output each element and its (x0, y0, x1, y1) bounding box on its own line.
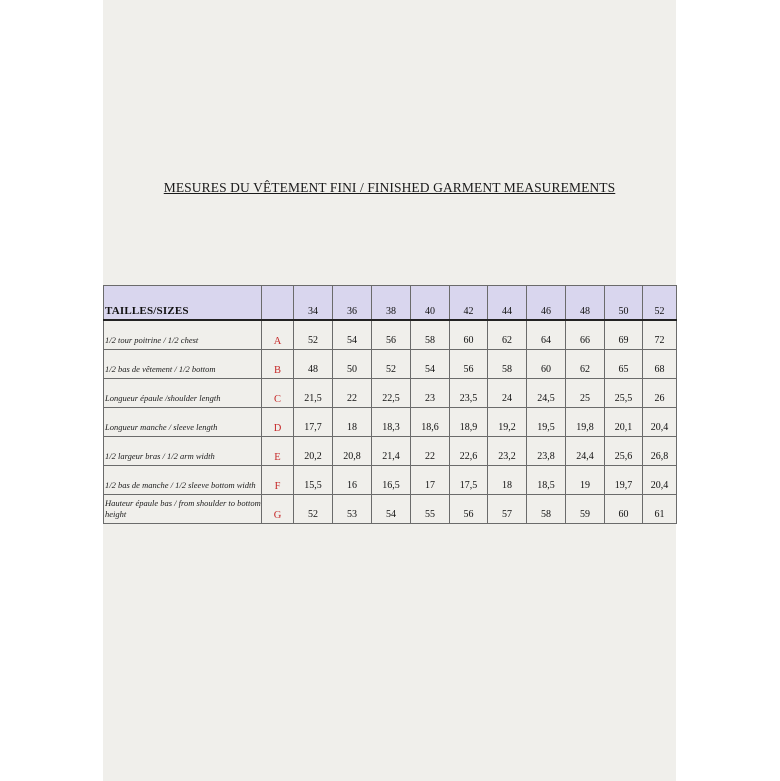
measurement-value: 69 (605, 320, 643, 350)
measurement-label: Longueur manche / sleeve length (104, 408, 262, 437)
measurement-code: F (262, 466, 294, 495)
measurement-value: 24,4 (566, 437, 605, 466)
size-header: 38 (372, 286, 411, 321)
measurement-value: 62 (566, 350, 605, 379)
size-header: 44 (488, 286, 527, 321)
measurement-value: 17,7 (294, 408, 333, 437)
measurement-value: 50 (333, 350, 372, 379)
measurement-value: 23,5 (450, 379, 488, 408)
size-header: 36 (333, 286, 372, 321)
measurement-value: 17,5 (450, 466, 488, 495)
size-header: 50 (605, 286, 643, 321)
measurement-value: 22,5 (372, 379, 411, 408)
measurement-value: 22,6 (450, 437, 488, 466)
measurement-value: 21,5 (294, 379, 333, 408)
measurement-value: 25,6 (605, 437, 643, 466)
measurement-code: B (262, 350, 294, 379)
measurement-value: 26,8 (643, 437, 677, 466)
measurement-value: 60 (527, 350, 566, 379)
measurement-value: 58 (411, 320, 450, 350)
size-header: 46 (527, 286, 566, 321)
measurement-value: 66 (566, 320, 605, 350)
measurement-value: 68 (643, 350, 677, 379)
measurement-code: E (262, 437, 294, 466)
measurement-value: 64 (527, 320, 566, 350)
measurement-value: 18,3 (372, 408, 411, 437)
measurement-code: A (262, 320, 294, 350)
table-row (104, 320, 677, 350)
sizes-header: TAILLES/SIZES (104, 286, 262, 321)
measurement-value: 26 (643, 379, 677, 408)
document-page (103, 0, 676, 781)
measurement-value: 18 (333, 408, 372, 437)
measurement-value: 24 (488, 379, 527, 408)
measurement-code: D (262, 408, 294, 437)
measurement-value: 23 (411, 379, 450, 408)
measurement-value: 60 (605, 495, 643, 524)
measurement-value: 54 (333, 320, 372, 350)
size-header: 48 (566, 286, 605, 321)
measurement-value: 16,5 (372, 466, 411, 495)
measurement-value: 18,5 (527, 466, 566, 495)
measurement-value: 20,4 (643, 466, 677, 495)
measurement-value: 17 (411, 466, 450, 495)
measurement-value: 19,7 (605, 466, 643, 495)
measurement-value: 54 (372, 495, 411, 524)
measurement-value: 56 (450, 495, 488, 524)
measurement-value: 16 (333, 466, 372, 495)
measurement-value: 65 (605, 350, 643, 379)
measurement-value: 21,4 (372, 437, 411, 466)
measurement-value: 72 (643, 320, 677, 350)
measurement-label: 1/2 largeur bras / 1/2 arm width (104, 437, 262, 466)
size-header: 42 (450, 286, 488, 321)
measurement-value: 20,1 (605, 408, 643, 437)
code-header (262, 286, 294, 321)
measurement-value: 24,5 (527, 379, 566, 408)
table-row (104, 350, 677, 379)
measurement-value: 62 (488, 320, 527, 350)
measurement-value: 25,5 (605, 379, 643, 408)
measurement-value: 61 (643, 495, 677, 524)
measurement-value: 52 (372, 350, 411, 379)
measurement-value: 25 (566, 379, 605, 408)
measurement-value: 15,5 (294, 466, 333, 495)
table-row (104, 495, 677, 524)
table-row (104, 466, 677, 495)
measurement-value: 18,9 (450, 408, 488, 437)
document-title: MESURES DU VÊTEMENT FINI / FINISHED GARMENT MEASUREMENTS (163, 180, 616, 195)
measurement-value: 20,4 (643, 408, 677, 437)
measurement-value: 53 (333, 495, 372, 524)
measurement-label: Longueur épaule /shoulder length (104, 379, 262, 408)
measurement-value: 52 (294, 320, 333, 350)
table-header-row (104, 286, 677, 321)
measurement-label: 1/2 bas de vêtement / 1/2 bottom (104, 350, 262, 379)
measurement-value: 57 (488, 495, 527, 524)
measurement-value: 19 (566, 466, 605, 495)
measurement-value: 20,8 (333, 437, 372, 466)
size-header: 40 (411, 286, 450, 321)
measurement-value: 52 (294, 495, 333, 524)
measurement-value: 56 (372, 320, 411, 350)
measurement-value: 54 (411, 350, 450, 379)
size-header: 34 (294, 286, 333, 321)
measurement-code: G (262, 495, 294, 524)
measurements-table (103, 285, 677, 524)
measurement-value: 23,8 (527, 437, 566, 466)
measurement-label: 1/2 bas de manche / 1/2 sleeve bottom width (104, 466, 262, 495)
measurement-label: 1/2 tour poitrine / 1/2 chest (104, 320, 262, 350)
measurement-value: 22 (333, 379, 372, 408)
measurement-label: Hauteur épaule bas / from shoulder to bottom height (104, 495, 262, 524)
measurement-value: 48 (294, 350, 333, 379)
measurement-value: 59 (566, 495, 605, 524)
size-header: 52 (643, 286, 677, 321)
table-row (104, 408, 677, 437)
table-row (104, 437, 677, 466)
measurement-value: 20,2 (294, 437, 333, 466)
measurement-value: 23,2 (488, 437, 527, 466)
measurement-code: C (262, 379, 294, 408)
measurement-value: 55 (411, 495, 450, 524)
measurement-value: 19,5 (527, 408, 566, 437)
measurement-value: 19,8 (566, 408, 605, 437)
table-body (104, 320, 677, 524)
measurement-value: 19,2 (488, 408, 527, 437)
measurement-value: 56 (450, 350, 488, 379)
measurement-value: 58 (527, 495, 566, 524)
table-row (104, 379, 677, 408)
measurement-value: 18 (488, 466, 527, 495)
measurement-value: 18,6 (411, 408, 450, 437)
measurement-value: 60 (450, 320, 488, 350)
measurement-value: 22 (411, 437, 450, 466)
measurement-value: 58 (488, 350, 527, 379)
